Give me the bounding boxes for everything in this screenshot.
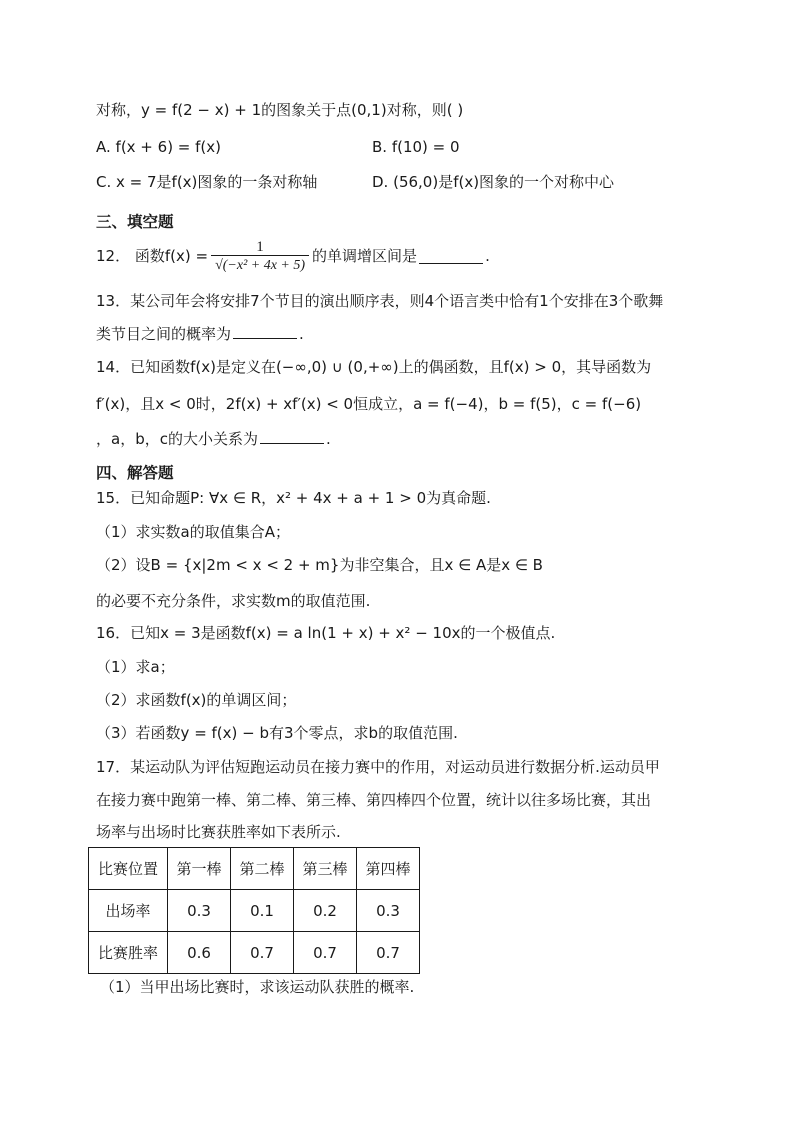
q11-option-a: A. f(x + 6) = f(x) <box>96 138 222 156</box>
q15-line1: 15．已知命题P: ∀x ∈ R，x² + 4x + a + 1 > 0为真命题. <box>96 489 491 507</box>
q11-option-b: B. f(10) = 0 <box>372 138 460 156</box>
q14-line3-text: ，a，b，c的大小关系为 <box>96 430 258 448</box>
q12-prefix: 12． 函数f(x) = <box>96 247 209 265</box>
q12-fraction <box>211 239 309 274</box>
q12-numerator: 1 <box>256 238 264 255</box>
q13-line2-text: 类节目之间的概率为 <box>96 325 232 343</box>
section-title-fill-blank: 三、填空题 <box>96 213 174 231</box>
table-cell: 0.3 <box>357 890 420 932</box>
q17-line1: 17．某运动队为评估短跑运动员在接力赛中的作用，对运动员进行数据分析.运动员甲 <box>96 758 660 776</box>
q17-stats-table <box>88 847 420 974</box>
table-header-cell: 比赛位置 <box>89 848 168 890</box>
q13-end: . <box>299 325 304 343</box>
q12-end: . <box>485 247 490 265</box>
table-header-cell: 第二棒 <box>231 848 294 890</box>
table-header-cell: 第一棒 <box>168 848 231 890</box>
q14-answer-blank[interactable] <box>260 429 324 444</box>
table-row <box>89 890 420 932</box>
table-header-cell: 第三棒 <box>294 848 357 890</box>
table-cell: 0.7 <box>357 932 420 974</box>
table-cell: 比赛胜率 <box>89 932 168 974</box>
q13-line2 <box>96 323 706 345</box>
q13-line1: 13．某公司年会将安排7个节目的演出顺序表，则4个语言类中恰有1个安排在3个歌舞 <box>96 292 664 310</box>
q11-option-d: D. (56,0)是f(x)图象的一个对称中心 <box>372 173 615 191</box>
q16-sub2: （2）求函数f(x)的单调区间； <box>96 691 297 709</box>
q12-suffix: 的单调增区间是 <box>312 247 418 265</box>
q15-sub2-cont: 的必要不充分条件，求实数m的取值范围. <box>96 592 371 610</box>
q17-line3: 场率与出场时比赛获胜率如下表所示. <box>96 823 341 841</box>
q16-line1: 16．已知x = 3是函数f(x) = a ln(1 + x) + x² − 10x的一个极值点. <box>96 624 556 642</box>
q16-sub1: （1）求a； <box>96 658 175 676</box>
table-cell: 0.7 <box>294 932 357 974</box>
table-cell: 0.7 <box>231 932 294 974</box>
table-header-cell: 第四棒 <box>357 848 420 890</box>
q11-stem-tail: 对称，y = f(2 − x) + 1的图象关于点(0,1)对称，则( ) <box>96 101 464 119</box>
q16-sub3: （3）若函数y = f(x) − b有3个零点，求b的取值范围. <box>96 724 458 742</box>
q12-answer-blank[interactable] <box>419 249 483 264</box>
table-cell: 0.2 <box>294 890 357 932</box>
q15-sub1: （1）求实数a的取值集合A； <box>96 523 290 541</box>
q15-sub2: （2）设B = {x|2m < x < 2 + m}为非空集合，且x ∈ A是x ∈ B <box>96 556 543 574</box>
table-header-row <box>89 848 420 890</box>
q14-line2: f′(x)，且x < 0时，2f(x) + xf′(x) < 0恒成立，a = f(−4)，b = f(5)，c = f(−6) <box>96 395 642 413</box>
section-title-answer: 四、解答题 <box>96 464 174 482</box>
q12-denominator: √(−x² + 4x + 5) <box>211 255 309 274</box>
table-cell: 0.1 <box>231 890 294 932</box>
table-row <box>89 932 420 974</box>
q14-line1: 14．已知函数f(x)是定义在(−∞,0) ∪ (0,+∞)上的偶函数，且f(x) > 0，其导函数为 <box>96 358 652 376</box>
table-cell: 0.3 <box>168 890 231 932</box>
q14-end: . <box>325 430 331 448</box>
q17-line2: 在接力赛中跑第一棒、第二棒、第三棒、第四棒四个位置，统计以往多场比赛，其出 <box>96 791 652 809</box>
q11-option-c: C. x = 7是f(x)图象的一条对称轴 <box>96 173 318 191</box>
table-cell: 出场率 <box>89 890 168 932</box>
q17-sub1: （1）当甲出场比赛时，求该运动队获胜的概率. <box>100 978 415 996</box>
table-cell: 0.6 <box>168 932 231 974</box>
q12-line <box>96 236 706 276</box>
q13-answer-blank[interactable] <box>233 324 297 339</box>
q14-line3 <box>96 428 706 450</box>
